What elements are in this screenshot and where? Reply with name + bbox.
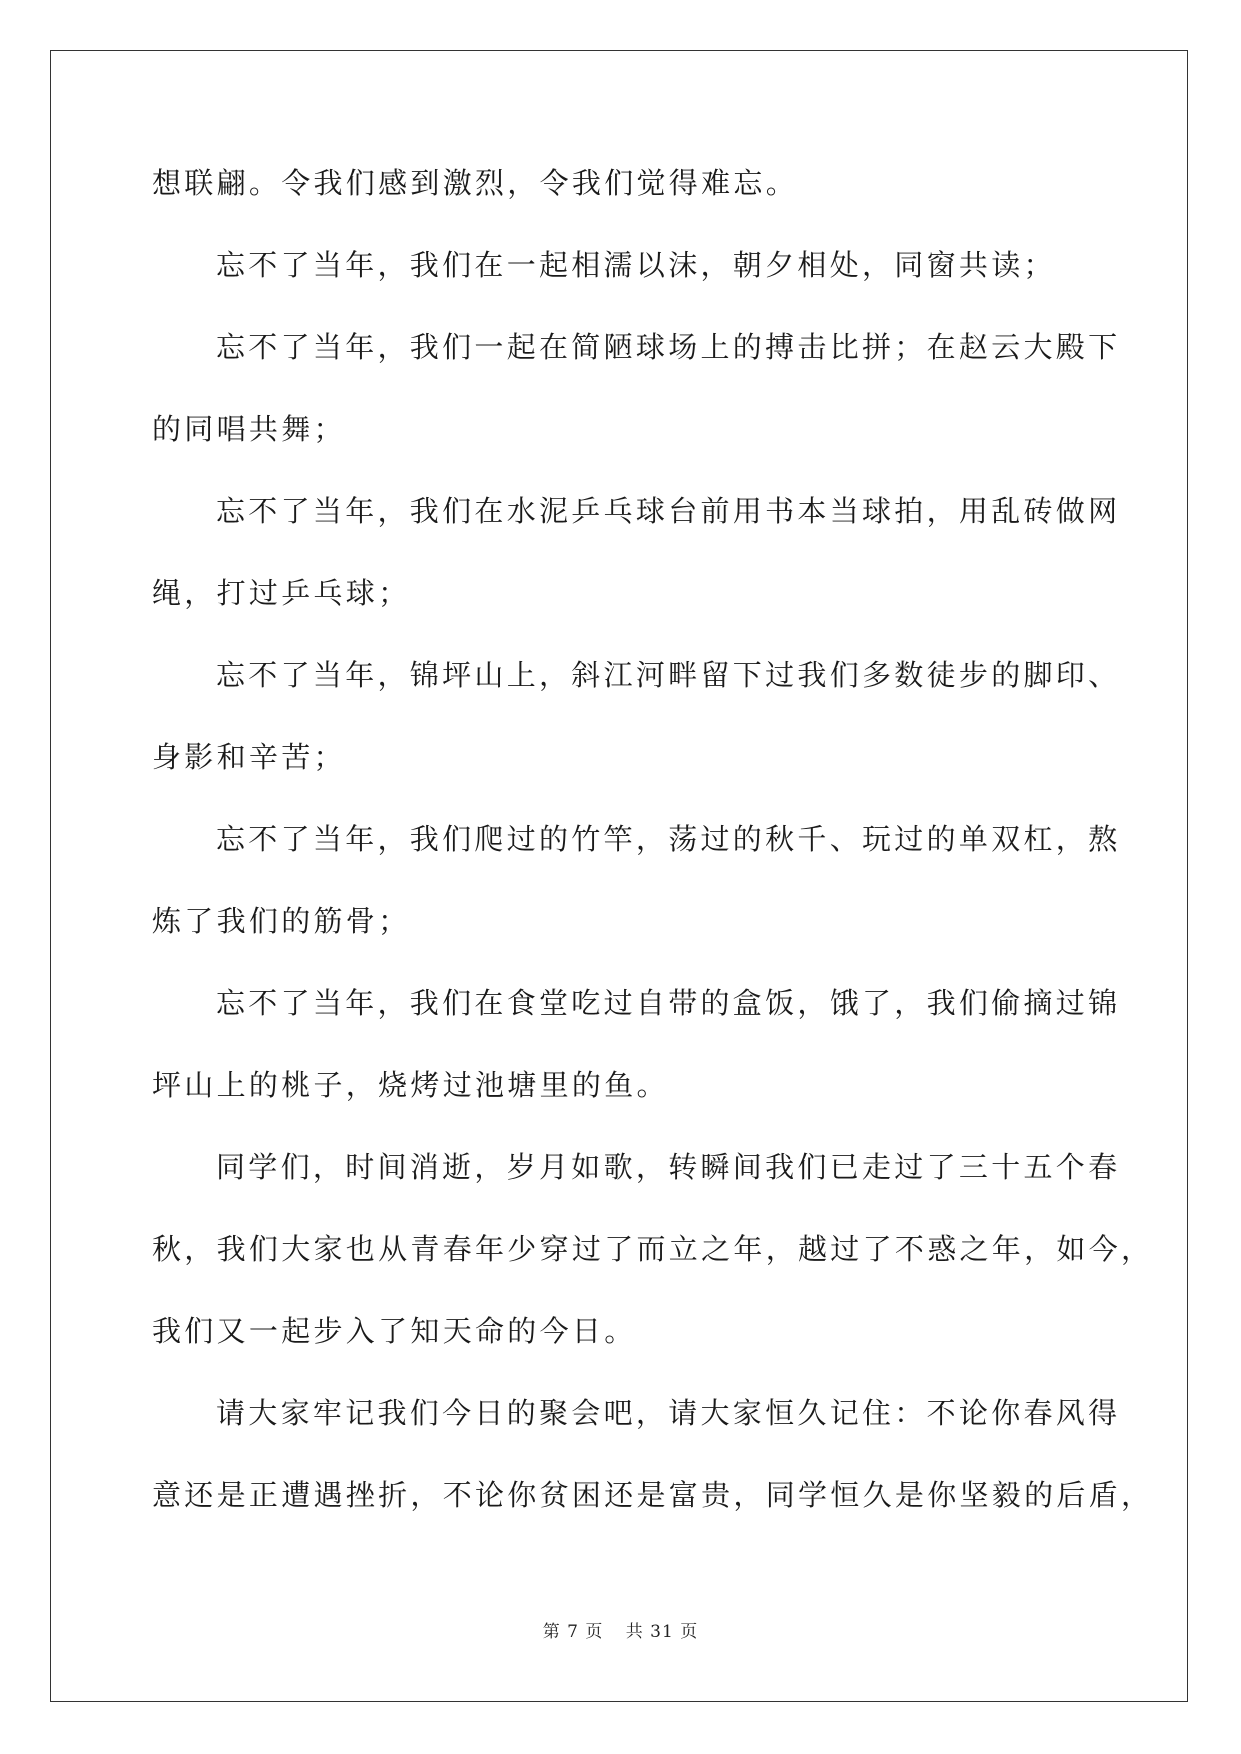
page-number: 第 7 页 [542,1622,604,1642]
body-line: 想联翩。令我们感到激烈，令我们觉得难忘。 [152,166,799,200]
body-line: 忘不了当年，我们在一起相濡以沫，朝夕相处，同窗共读； [216,248,1056,282]
body-line: 忘不了当年，我们在水泥乒乓球台前用书本当球拍，用乱砖做网 [216,494,1121,528]
page-border [50,50,1188,1702]
body-line: 坪山上的桃子，烧烤过池塘里的鱼。 [152,1068,669,1102]
body-line: 忘不了当年，我们在食堂吃过自带的盒饭，饿了，我们偷摘过锦 [216,986,1121,1020]
body-line: 身影和辛苦； [152,740,346,774]
body-line: 秋，我们大家也从青春年少穿过了而立之年，越过了不惑之年，如今， [152,1232,1154,1266]
body-line: 我们又一起步入了知天命的今日。 [152,1314,637,1348]
body-line: 炼了我们的筋骨； [152,904,411,938]
body-line: 忘不了当年，我们爬过的竹竿，荡过的秋千、玩过的单双杠，熬 [216,822,1121,856]
page-total: 共 31 页 [625,1622,699,1642]
body-line: 绳，打过乒乓球； [152,576,411,610]
body-line: 忘不了当年，我们一起在简陋球场上的搏击比拼；在赵云大殿下 [216,330,1121,364]
body-line: 意还是正遭遇挫折，不论你贫困还是富贵，同学恒久是你坚毅的后盾， [152,1478,1154,1512]
body-line: 请大家牢记我们今日的聚会吧，请大家恒久记住：不论你春风得 [216,1396,1121,1430]
page-footer [0,1617,1241,1642]
body-line: 忘不了当年，锦坪山上，斜江河畔留下过我们多数徒步的脚印、 [216,658,1121,692]
body-line: 同学们，时间消逝，岁月如歌，转瞬间我们已走过了三十五个春 [216,1150,1121,1184]
body-line: 的同唱共舞； [152,412,346,446]
